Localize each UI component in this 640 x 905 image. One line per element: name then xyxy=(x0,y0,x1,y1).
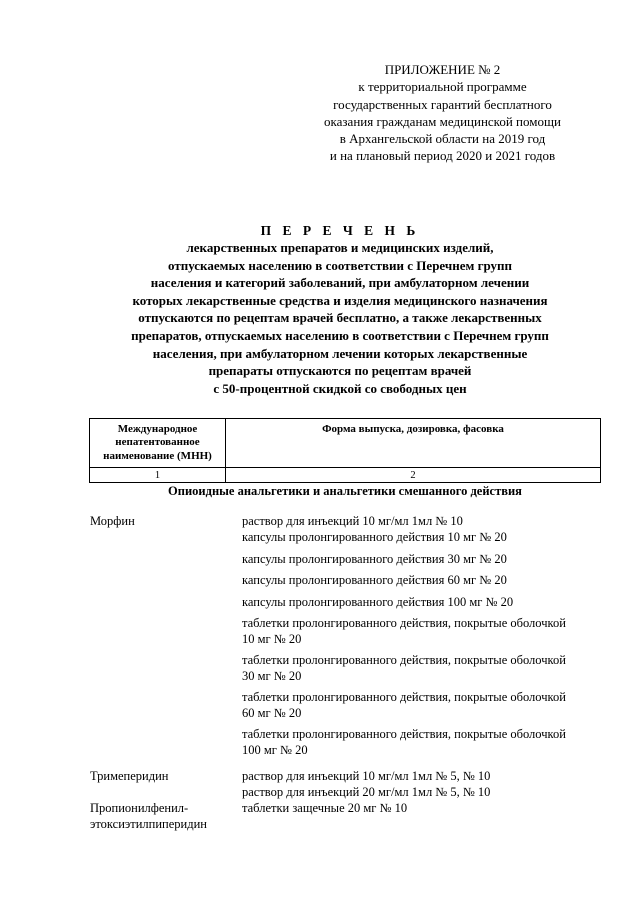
drug-name-morphine: Морфин xyxy=(90,514,135,528)
drug-form: раствор для инъекций 10 мг/мл 1мл № 10 xyxy=(242,514,463,528)
appendix-line: государственных гарантий бесплатного xyxy=(333,96,552,112)
column-number-2: 2 xyxy=(226,468,601,483)
drug-form: 100 мг № 20 xyxy=(242,743,308,757)
column-number-1: 1 xyxy=(90,468,226,483)
document-title xyxy=(90,222,590,397)
title-line: населения и категорий заболеваний, при амбулаторном лечении xyxy=(150,275,530,291)
title-line: которых лекарственные средства и изделия медицинского назначения xyxy=(132,292,548,308)
drug-form: таблетки пролонгированного действия, покрытые оболочкой xyxy=(242,616,566,630)
drug-table-header xyxy=(89,418,601,483)
drug-form: таблетки пролонгированного действия, покрытые оболочкой xyxy=(242,653,566,667)
title-line: с 50-процентной скидкой со свободных цен xyxy=(213,380,467,396)
title-line: отпускаются по рецептам врачей бесплатно, а также лекарственных xyxy=(138,310,542,326)
column-header-form: Форма выпуска, дозировка, фасовка xyxy=(226,419,601,468)
section-title: Опиоидные анальгетики и анальгетики смешанного действия xyxy=(168,484,522,498)
column-header-inn: Международное непатентованное наименование (МНН) xyxy=(90,419,226,468)
drug-form: 30 мг № 20 xyxy=(242,669,302,683)
drug-form: 10 мг № 20 xyxy=(242,632,302,646)
appendix-line: к территориальной программе xyxy=(358,79,527,95)
drug-form: таблетки пролонгированного действия, покрытые оболочкой xyxy=(242,727,566,741)
drug-form: капсулы пролонгированного действия 10 мг № 20 xyxy=(242,530,507,544)
appendix-line: оказания гражданам медицинской помощи xyxy=(324,113,561,129)
title-line: препаратов, отпускаемых населению в соответствии с Перечнем групп xyxy=(131,327,549,343)
title-line: населения, при амбулаторном лечении которых лекарственные xyxy=(152,345,528,361)
appendix-line: и на плановый период 2020 и 2021 годов xyxy=(329,148,556,164)
drug-form: 60 мг № 20 xyxy=(242,706,302,720)
title-line: препараты отпускаются по рецептам врачей xyxy=(208,363,472,379)
drug-form: таблетки пролонгированного действия, покрытые оболочкой xyxy=(242,690,566,704)
drug-form: капсулы пролонгированного действия 100 мг № 20 xyxy=(242,595,514,609)
drug-form: капсулы пролонгированного действия 60 мг № 20 xyxy=(242,573,507,587)
title-line: отпускаемых населению в соответствии с Перечнем групп xyxy=(167,257,513,273)
drug-name-trimeperidine: Тримеперидин xyxy=(90,769,169,783)
appendix-number: ПРИЛОЖЕНИЕ № 2 xyxy=(384,62,501,77)
drug-form: капсулы пролонгированного действия 30 мг № 20 xyxy=(242,552,507,566)
appendix-line: в Архангельской области на 2019 год xyxy=(339,131,546,147)
drug-form: таблетки защечные 20 мг № 10 xyxy=(242,801,408,815)
drug-name-propionyl-cont: этоксиэтилпиперидин xyxy=(90,817,207,831)
drug-form: раствор для инъекций 10 мг/мл 1мл № 5, № 10 xyxy=(242,769,491,783)
appendix-header xyxy=(300,61,585,165)
drug-form: раствор для инъекций 20 мг/мл 1мл № 5, № 10 xyxy=(242,785,491,799)
title-line: лекарственных препаратов и медицинских изделий, xyxy=(186,240,494,255)
title-heading: П Е Р Е Ч Е Н Ь xyxy=(260,223,420,238)
drug-name-propionyl: Пропионилфенил- xyxy=(90,801,189,815)
